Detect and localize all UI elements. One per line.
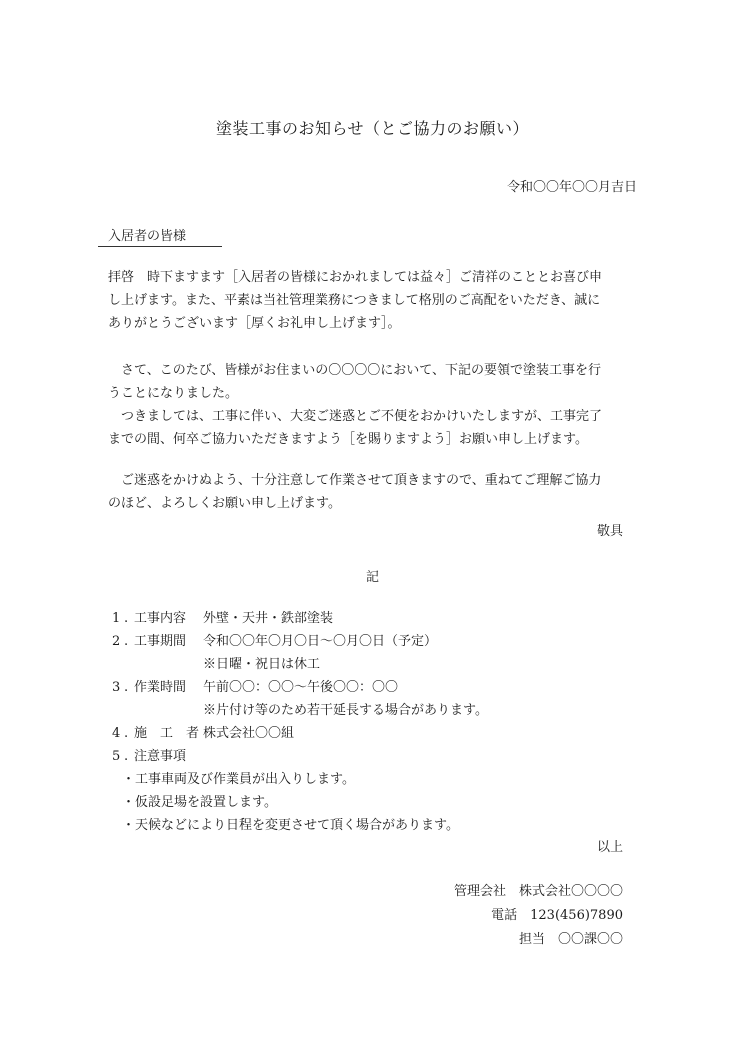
item-value: 午前〇〇：〇〇～午後〇〇：〇〇	[203, 680, 399, 695]
item-dot: .	[124, 749, 129, 764]
closing-ijou: 以上	[596, 840, 623, 855]
greeting-paragraph	[108, 266, 638, 335]
item-number: 1	[112, 611, 121, 626]
item-note: ※片付け等のため若干延長する場合があります。	[203, 703, 488, 718]
signature-company: 管理会社 株式会社〇〇〇〇	[453, 884, 623, 899]
list-item	[112, 607, 642, 630]
caution-item	[112, 814, 642, 837]
document-title: 塗装工事のお知らせ（とご協力のお願い）	[215, 119, 530, 138]
closing-keigu: 敬具	[596, 524, 623, 539]
item-label: 施 工 者	[134, 726, 200, 741]
item-number: 5	[112, 749, 121, 764]
item-label: 工事内容	[134, 611, 187, 626]
item-dot: .	[124, 726, 129, 741]
addressee: 入居者の皆様	[108, 229, 187, 244]
addressee-underline	[98, 246, 222, 247]
request-paragraph	[108, 469, 638, 515]
caution-item	[112, 768, 642, 791]
item-dot: .	[124, 680, 129, 695]
notice-paragraph	[108, 359, 638, 451]
signature-phone: 電話 123(456)7890	[491, 908, 623, 923]
text-line: うことになりました。	[108, 386, 239, 401]
text-line: ありがとうございます［厚くお礼申し上げます］。	[108, 316, 401, 331]
caution-text: ・天候などにより日程を変更させて頂く場合があります。	[122, 818, 459, 833]
item-number: 4	[112, 726, 121, 741]
item-label: 工事期間	[134, 634, 187, 649]
item-value: 外壁・天井・鉄部塗装	[203, 611, 334, 626]
text-line: つきましては、工事に伴い、大変ご迷惑とご不便をおかけいたしますが、工事完了	[108, 409, 603, 424]
list-item-note	[112, 653, 642, 676]
text-line: 拝啓 時下ますます［入居者の皆様におかれましては益々］ご清祥のこととお喜び申	[108, 270, 603, 285]
caution-text: ・仮設足場を設置します。	[122, 795, 277, 810]
signature-person: 担当 〇〇課〇〇	[518, 932, 623, 947]
item-label: 注意事項	[134, 749, 187, 764]
document-date: 令和〇〇年〇〇月吉日	[506, 180, 637, 195]
item-dot: .	[124, 611, 129, 626]
item-value: 令和〇〇年〇月〇日～〇月〇日（予定）	[203, 634, 438, 649]
item-dot: .	[124, 634, 129, 649]
list-item	[112, 676, 642, 699]
text-line: さて、このたび、皆様がお住まいの〇〇〇〇において、下記の要領で塗装工事を行	[108, 363, 601, 378]
item-label: 作業時間	[134, 680, 187, 695]
list-item	[112, 722, 642, 745]
item-note: ※日曜・祝日は休工	[203, 657, 321, 672]
caution-item	[112, 791, 642, 814]
text-line: のほど、よろしくお願い申し上げます。	[108, 496, 341, 511]
text-line: し上げます。また、平素は当社管理業務につきまして格別のご高配をいただき、誠に	[108, 293, 601, 308]
caution-text: ・工事車両及び作業員が出入りします。	[122, 772, 355, 787]
list-item-note	[112, 699, 642, 722]
details-list	[112, 607, 642, 837]
list-item	[112, 745, 642, 768]
list-item	[112, 630, 642, 653]
item-number: 3	[112, 680, 121, 695]
text-line: ご迷惑をかけぬよう、十分注意して作業させて頂きますので、重ねてご理解ご協力	[108, 473, 602, 488]
item-value: 株式会社〇〇組	[203, 726, 295, 741]
item-number: 2	[112, 634, 121, 649]
ki-heading: 記	[365, 570, 379, 585]
text-line: までの間、何卒ご協力いただきますよう［を賜りますよう］お願い申し上げます。	[108, 432, 588, 447]
